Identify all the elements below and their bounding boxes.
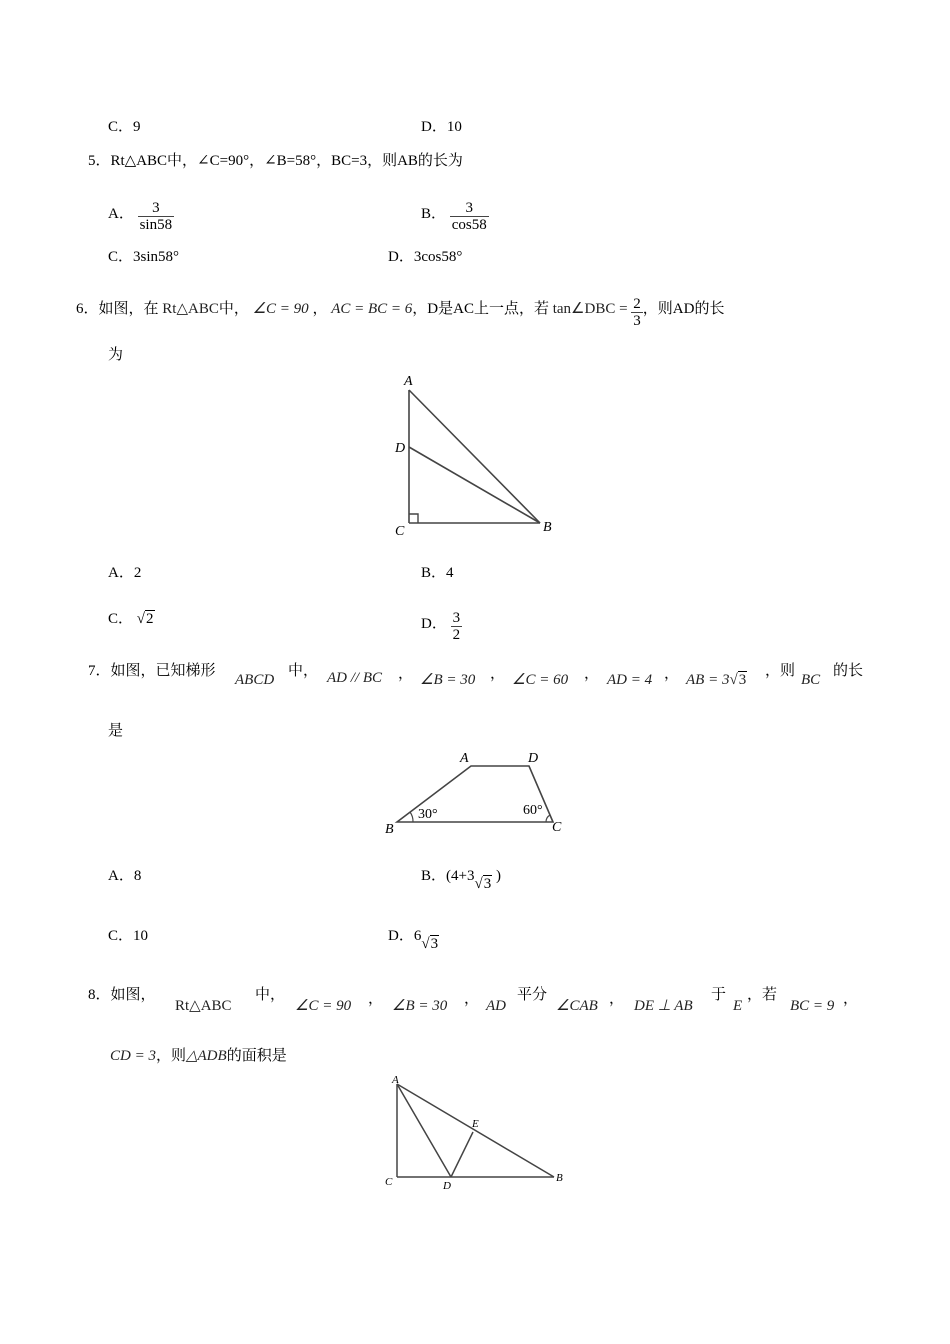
q8-label-c: C: [385, 1176, 393, 1188]
q4-option-c: C．9: [108, 119, 141, 135]
q7-option-b-label: B．(4+3: [421, 868, 475, 884]
q6-tan-num: 2: [633, 296, 641, 312]
q7-label-d: D: [528, 751, 539, 766]
q4-option-d: D．10: [421, 119, 462, 135]
q5-option-b-fraction: [450, 200, 489, 234]
q6-line2: 为: [108, 347, 124, 363]
q5-option-a-fraction: [138, 200, 175, 234]
q6-figure: [388, 368, 568, 540]
q7-option-d-radicand: 3: [430, 936, 439, 952]
q7-ad: AD = 4: [607, 672, 653, 688]
q6-tan-den: 3: [633, 313, 641, 329]
q6-option-c-sqrt: √2: [136, 611, 154, 627]
q8-angle-b: ∠B = 30: [392, 998, 448, 1014]
q7-parallel: AD // BC: [327, 670, 382, 686]
q5-option-b-den: cos58: [451, 217, 487, 233]
q7-label-60: 60°: [523, 803, 543, 818]
q8-text-end: ，则: [155, 1048, 186, 1064]
q6-text-5: ，则AD的长: [642, 301, 725, 317]
q7-text-1: 如图，已知梯形: [110, 663, 216, 679]
q6-option-c-radicand: 2: [146, 611, 154, 627]
q6-label-a: A: [404, 374, 413, 389]
q7-figure: [380, 748, 570, 840]
q6-label-d: D: [395, 441, 406, 456]
q7-number-text: [88, 662, 216, 680]
q6-option-b: B．4: [421, 565, 454, 581]
q7-comma-1: ，: [398, 666, 414, 682]
q8-line2: [110, 1047, 287, 1065]
q8-cd: CD = 3: [110, 1048, 156, 1064]
q6-tan-fraction: [631, 296, 643, 330]
q7-angle-c-arc: [546, 815, 550, 822]
q7-comma-2: ，: [490, 666, 506, 682]
q8-comma-2: ，: [464, 991, 480, 1007]
q8-pingfen: 平分: [517, 987, 548, 1003]
q7-angle-c: ∠C = 60: [512, 672, 569, 688]
q6-option-c-label: C．: [108, 611, 134, 627]
q7-label-c: C: [552, 820, 562, 835]
q7-comma-4: ，: [664, 666, 680, 682]
q6-option-d-num: 3: [452, 610, 461, 626]
q8-ad: AD: [486, 998, 506, 1014]
q6-option-d-den: 2: [452, 627, 461, 643]
q5-option-a-num: 3: [152, 200, 160, 216]
q7-option-b-close: ): [495, 868, 501, 884]
q6-number: 6．: [76, 301, 99, 317]
q7-angle-b-arc: [410, 812, 413, 822]
q7-option-b: [421, 867, 501, 893]
q7-number: 7．: [88, 663, 111, 679]
q5-option-c: C．3sin58°: [108, 249, 180, 265]
q8-label-e: E: [472, 1118, 479, 1130]
q7-line2: 是: [108, 723, 124, 739]
q6-label-c: C: [395, 524, 405, 539]
q7-label-30: 30°: [418, 807, 438, 822]
q7-ab: [686, 671, 747, 689]
q8-number-text: 8．如图，: [88, 987, 156, 1003]
q5-option-b: [421, 200, 489, 234]
q7-option-d: [388, 927, 439, 953]
q6-text-4: ，D是AC上一点，若: [412, 301, 549, 317]
q8-area: 的面积是: [226, 1048, 287, 1064]
q5-option-a-label: A．: [108, 206, 134, 222]
q7-ab-text: AB = 3: [686, 672, 730, 688]
q7-label-a: A: [460, 751, 469, 766]
q8-figure: [380, 1072, 570, 1194]
q7-comma-3: ，: [584, 666, 600, 682]
q5-option-b-label: B．: [421, 206, 447, 222]
q8-zhong: 中，: [255, 987, 286, 1003]
q7-text-2: 中，: [288, 663, 319, 679]
q7-angle-b: ∠B = 30: [420, 672, 476, 688]
q7-option-b-radicand: 3: [483, 876, 492, 892]
q8-bc: BC = 9: [790, 998, 835, 1014]
q7-label-b: B: [385, 822, 394, 837]
q8-de-ab: DE ⊥ AB: [634, 998, 693, 1014]
q8-segment-ad: [397, 1084, 451, 1177]
q6-label-b: B: [543, 520, 552, 535]
q5-option-b-num: 3: [465, 200, 474, 216]
q6-tan: tan∠DBC =: [552, 301, 628, 317]
q8-label-d: D: [443, 1180, 451, 1192]
q8-comma-4: ，: [843, 991, 859, 1007]
q8-angle-c: ∠C = 90: [295, 998, 352, 1014]
q6-option-d-fraction: [451, 610, 463, 644]
q6-stem: [76, 296, 724, 330]
q5-stem: 5．Rt△ABC中，∠C=90°，∠B=58°，BC=3，则AB的长为: [88, 153, 463, 169]
q8-e: E: [733, 998, 743, 1014]
q8-triangle-adb: △ADB: [185, 1048, 227, 1064]
q7-text-4: 的长: [833, 663, 864, 679]
q7-option-b-sqrt: √3: [474, 876, 492, 892]
q7-ab-sqrt: √3: [729, 672, 747, 688]
q7-text-3: ，则: [765, 663, 796, 679]
q7-bc: BC: [801, 672, 821, 688]
q8-comma-1: ，: [368, 991, 384, 1007]
q7-abcd: ABCD: [235, 672, 275, 688]
q8-cab: ∠CAB: [556, 998, 598, 1014]
q8-comma-3: ，: [609, 991, 625, 1007]
q8-side-ab: [397, 1084, 554, 1177]
q6-text-2: 中，: [218, 301, 249, 317]
q6-option-d-label: D．: [421, 616, 447, 632]
q5-option-a-den: sin58: [139, 217, 173, 233]
q8-label-a: A: [392, 1074, 399, 1086]
q6-text-3: ，: [312, 301, 328, 317]
q7-option-c: C．10: [108, 928, 149, 944]
q6-segment-db: [409, 447, 540, 523]
q6-option-a: A．2: [108, 565, 142, 581]
q6-ac-bc: AC = BC = 6: [331, 301, 413, 317]
q6-side-ab: [409, 390, 540, 523]
q6-text-1: 如图，在: [98, 301, 159, 317]
q7-option-a: A．8: [108, 868, 142, 884]
q7-option-d-sqrt: √3: [421, 936, 439, 952]
q8-yu: 于: [711, 987, 727, 1003]
q5-option-a: [108, 200, 174, 234]
q6-rt-abc: Rt△ABC: [162, 301, 219, 317]
q6-angle-c: ∠C = 90: [252, 301, 309, 317]
q5-option-d: D．3cos58°: [388, 249, 463, 265]
q8-rt-abc: Rt△ABC: [175, 998, 232, 1014]
q7-ab-radicand: 3: [738, 672, 747, 688]
q8-ruo: ，若: [747, 987, 778, 1003]
q8-segment-de: [451, 1132, 473, 1177]
q8-label-b: B: [556, 1172, 563, 1184]
q7-option-d-label: D．6: [388, 928, 422, 944]
q6-right-angle-mark: [409, 514, 418, 523]
q6-option-c: [108, 610, 155, 628]
q6-option-d: [421, 610, 462, 644]
